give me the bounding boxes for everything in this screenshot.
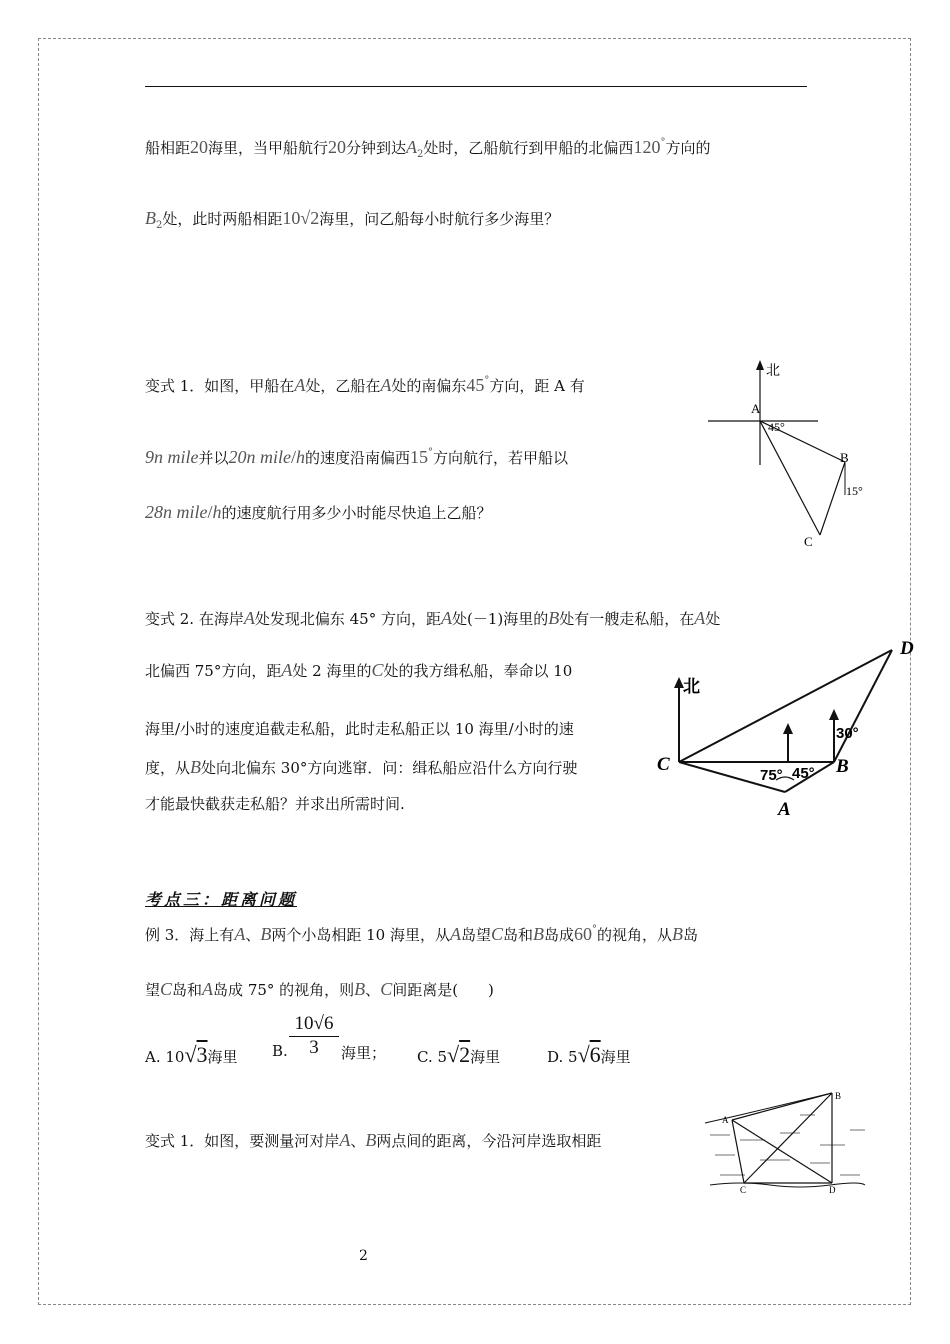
section-heading: 考点三：距离问题 <box>145 890 298 909</box>
variant3-line-1: 变式 1．如图，要测量河对岸A、B两点间的距离，今沿河岸选取相距 <box>145 1130 602 1150</box>
point-b-label: B <box>840 450 849 465</box>
point-d-label: D <box>900 638 914 659</box>
point-b-label: B <box>835 1091 842 1101</box>
north-label: 北 <box>683 677 700 696</box>
page-number: 2 <box>359 1248 368 1264</box>
variant2-line-4: 度，从B处向北偏东 30°方向逃窜．问：缉私船应沿什么方向行驶 <box>145 757 578 777</box>
point-a-label: A <box>722 1115 729 1125</box>
option-b-unit: 海里； <box>341 1044 387 1062</box>
problem-line-2: $B_2$处，此时两船相距10√2海里，问乙船每小时航行多少海里？ <box>145 208 560 231</box>
point-c-label: C <box>740 1185 747 1195</box>
problem-line-1: 船相距20海里，当甲船航行20分钟到达$A_2$处时，乙船航行到甲船的北偏西120°方向的 <box>145 137 711 160</box>
option-c: C. 5√2海里 <box>417 1042 501 1067</box>
variant3-figure <box>700 1085 875 1195</box>
point-a-label: A <box>778 799 791 820</box>
point-d-label: D <box>829 1185 836 1195</box>
variant2-figure <box>652 630 930 830</box>
variant2-line-2: 北偏西 75°方向，距A处 2 海里的C处的我方缉私船，奉命以 10 <box>145 660 573 680</box>
option-b-label: B. <box>272 1042 288 1060</box>
point-a-label: A <box>751 401 761 416</box>
example3-line-2: 望C岛和A岛成 75° 的视角，则B、C间距离是( ) <box>145 979 494 999</box>
north-label: 北 <box>766 364 780 379</box>
angle-75-label: 75° <box>760 767 783 784</box>
example3-line-1: 例 3．海上有A、B两个小岛相距 10 海里，从A岛望C岛和B岛成60°的视角，从B岛 <box>145 924 699 944</box>
variant2-line-1: 变式 2. 在海岸A处发现北偏东 45° 方向，距A处(－1)海里的B处有一艘走私船，在A处 <box>145 608 721 628</box>
angle-30-label: 30° <box>836 725 859 742</box>
angle-45-label: 45° <box>768 420 785 434</box>
point-c-label: C <box>804 534 813 549</box>
point-c-label: C <box>657 754 670 775</box>
angle-45-label: 45° <box>792 765 815 782</box>
point-b-label: B <box>836 756 849 777</box>
variant2-line-3: 海里/小时的速度追截走私船，此时走私船正以 10 海里/小时的速 <box>145 720 574 738</box>
variant1-line-2: 9n mile并以20n mile/h的速度沿南偏西15°方向航行，若甲船以 <box>145 447 569 467</box>
angle-15-label: 15° <box>846 484 863 498</box>
variant1-figure <box>700 355 880 555</box>
variant1-line-1: 变式 1．如图，甲船在A处，乙船在A处的南偏东45°方向，距 A 有 <box>145 375 585 395</box>
option-a: A. 10√3海里 <box>145 1042 238 1067</box>
header-rule <box>145 86 807 87</box>
option-b-fraction: $\frac{10√6}{3}$ <box>289 1013 339 1059</box>
variant2-line-5: 才能最快截获走私船？并求出所需时间. <box>145 795 405 813</box>
option-d: D. 5√6海里 <box>547 1042 631 1067</box>
variant1-line-3: 28n mile/h的速度航行用多少小时能尽快追上乙船？ <box>145 502 492 522</box>
